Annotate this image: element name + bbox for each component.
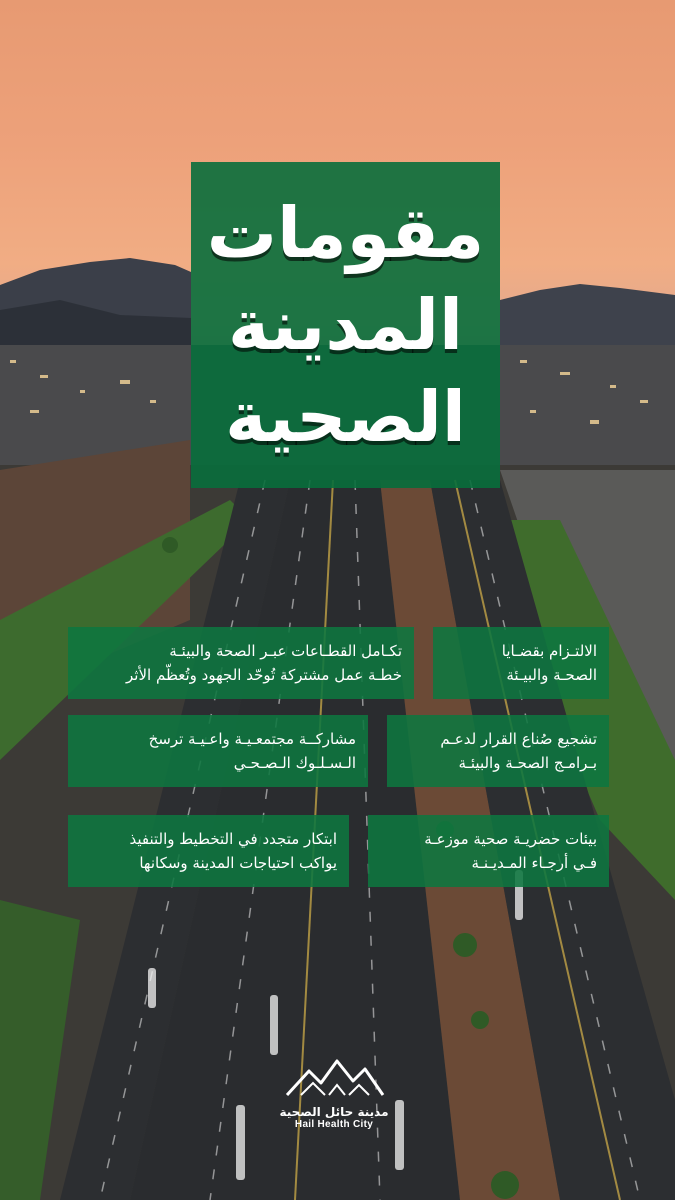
hail-health-city-logo: [268, 1055, 400, 1137]
item-integration: [68, 627, 414, 699]
item-line: ابتكار متجدد في التخطيط والتنفيذ: [129, 830, 337, 848]
item-line: بيئات حضريـة صحية موزعـة: [424, 830, 597, 848]
logo-name-en: Hail Health City: [294, 1119, 374, 1130]
title-line-3: الصحية: [225, 376, 466, 458]
item-decision-makers: [387, 715, 609, 787]
item-commitment: [433, 627, 609, 699]
title-box: [191, 162, 500, 488]
title-line-2: المدينة: [228, 284, 463, 366]
item-urban-environments: [368, 815, 609, 887]
item-line: خطـة عمل مشتركة تُوحّد الجهود وتُعظّم الأثر: [126, 666, 402, 684]
item-line: تشجيع صُناع القرار لدعـم: [440, 730, 597, 748]
item-line: الالتـزام بقضـايا: [501, 642, 597, 660]
item-line: فـي أرجـاء المـديـنـة: [471, 854, 597, 872]
mountain-logo-icon: [279, 1055, 389, 1099]
title-line-1: مقومات: [206, 192, 485, 274]
item-line: مشاركــة مجتمعـيـة واعـيـة ترسخ: [148, 730, 356, 748]
item-community: [68, 715, 368, 787]
logo-name-ar: مدينة حائل الصحية: [279, 1105, 389, 1119]
item-line: الصحـة والبيـئة: [506, 666, 597, 684]
item-innovation: [68, 815, 349, 887]
item-line: يواكب احتياجات المدينة وسكانها: [139, 854, 337, 872]
item-line: تكـامل القطـاعات عبـر الصحة والبيئـة: [169, 642, 402, 660]
item-line: بـرامـج الصحـة والبيئـة: [458, 754, 597, 772]
item-line: الـسـلـوك الـصـحـي: [233, 754, 356, 772]
